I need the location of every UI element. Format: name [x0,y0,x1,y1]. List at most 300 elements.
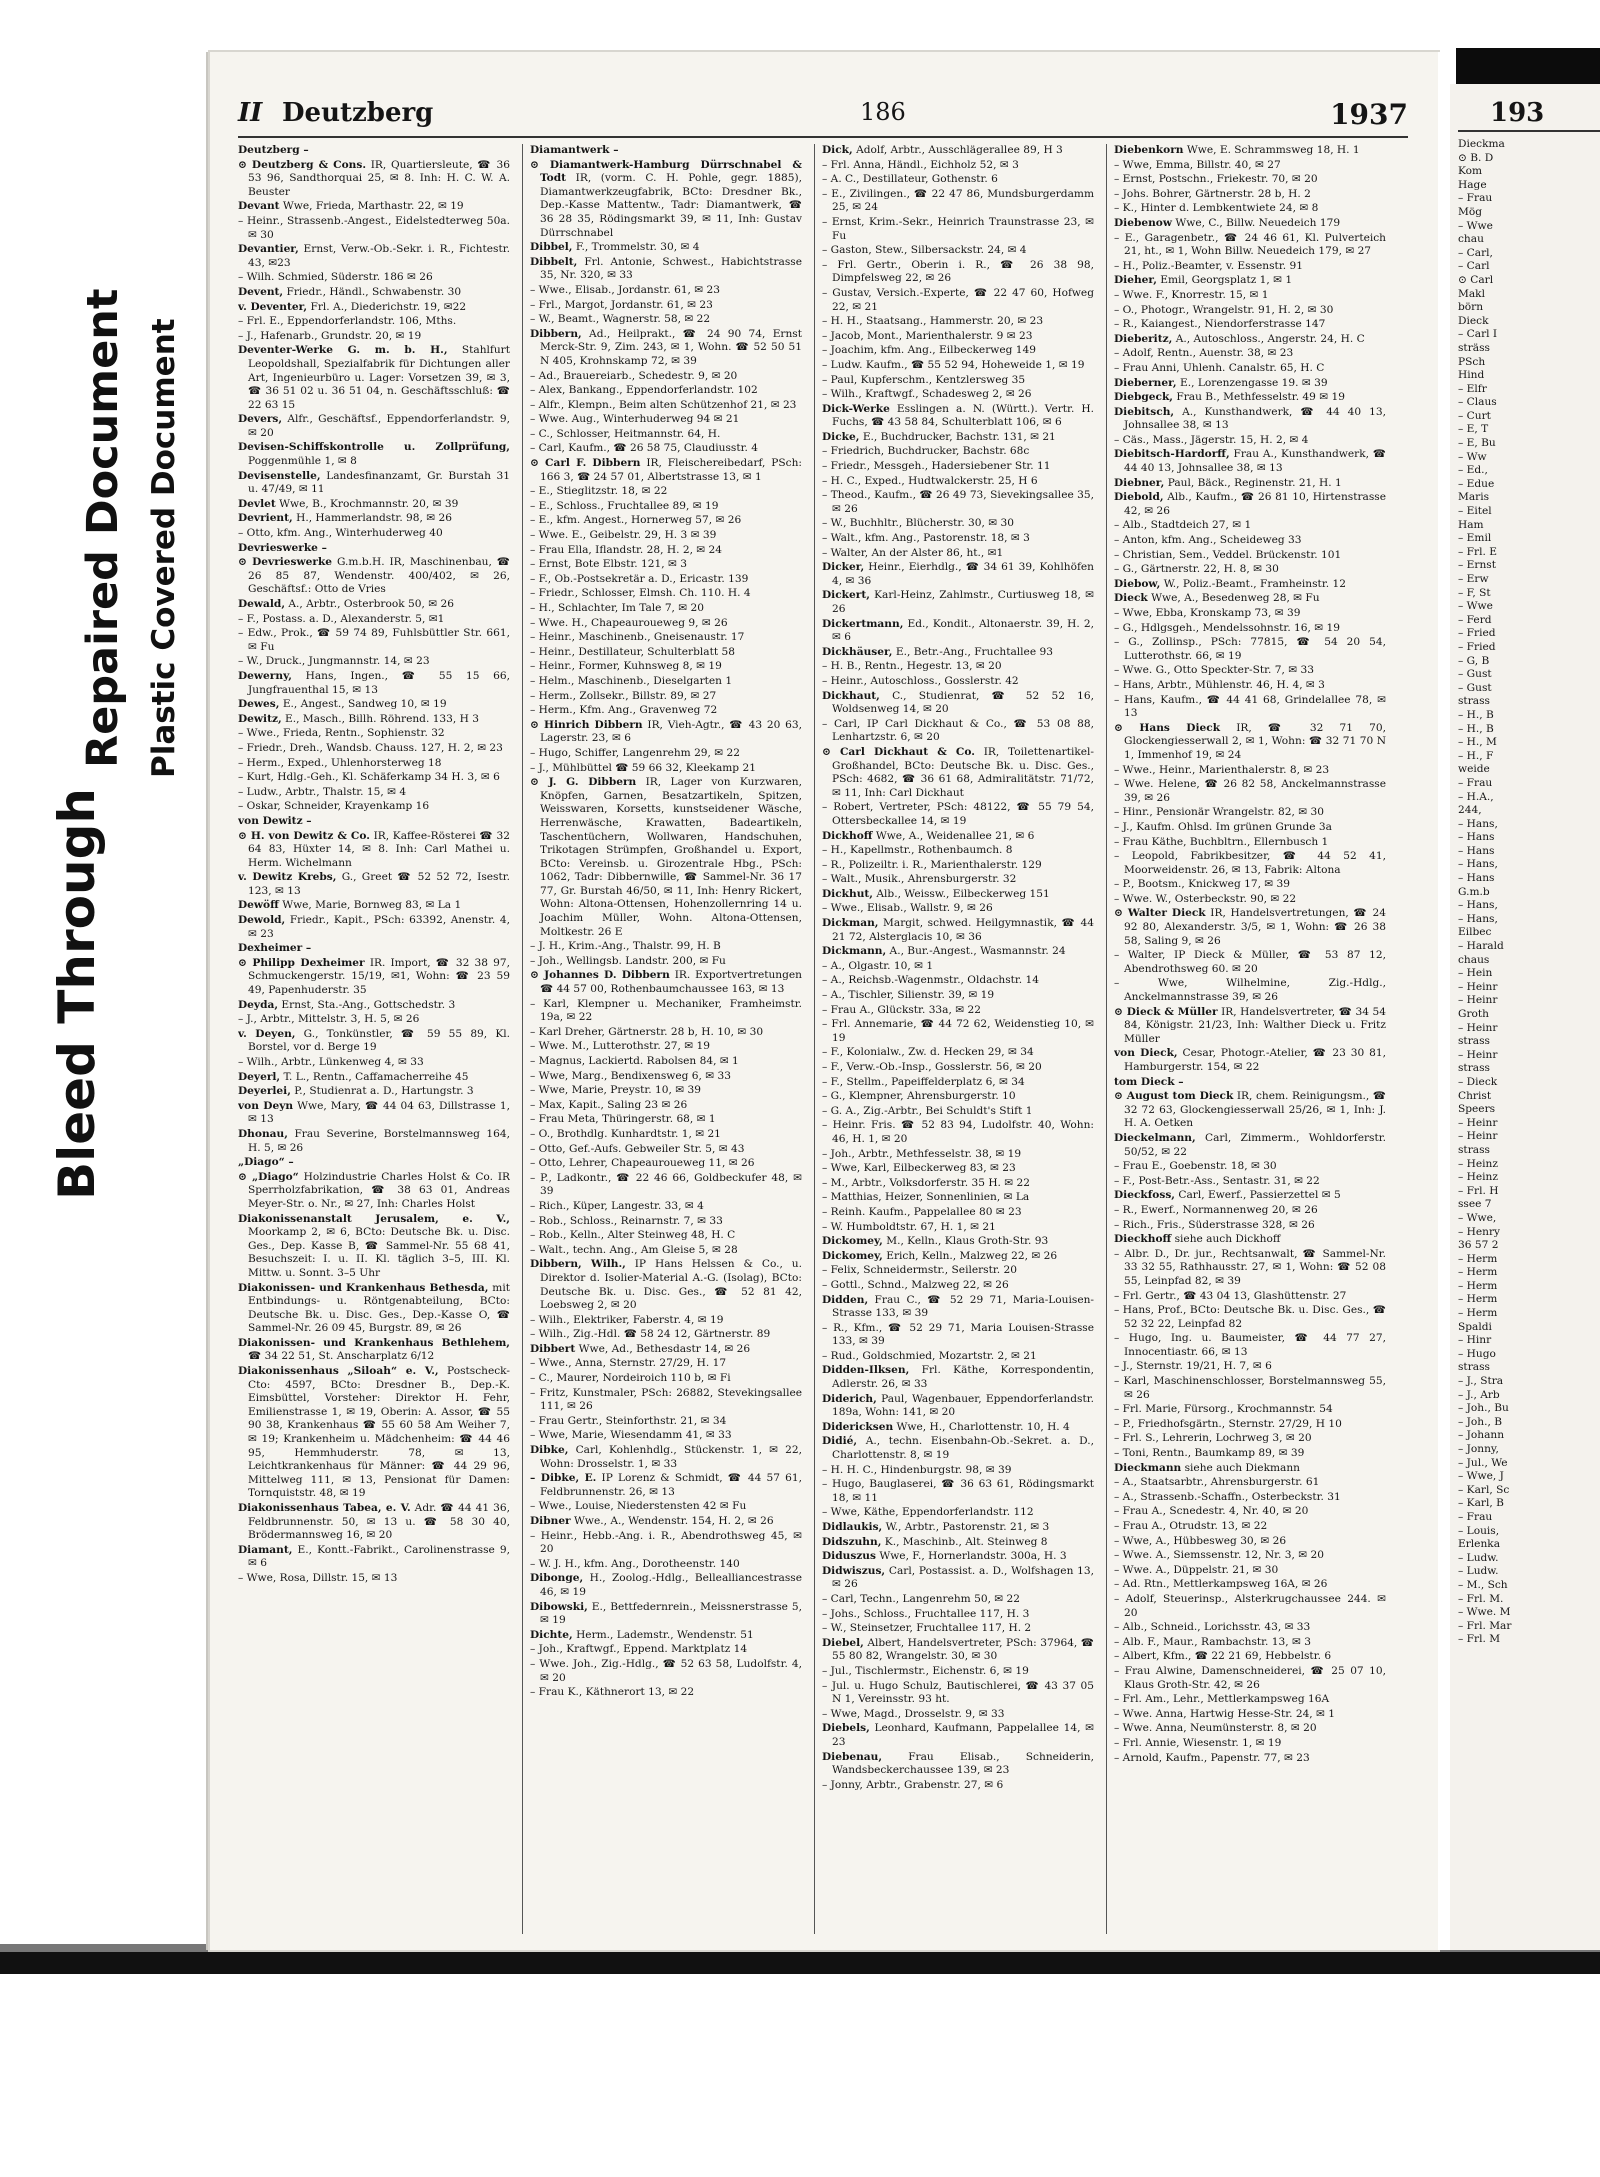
entry-details: IR, Handelsvertreter, ☎ 34 54 84, Königstr. 21/23, Inh: Walther Dieck u. Fritz Müller [1124,1005,1386,1045]
entry-details: – G., Hdlgsgeh., Mendelssohnstr. 16, ✉ 19 [1114,621,1340,634]
directory-entry [822,517,1094,531]
directory-entry [822,1119,1094,1146]
directory-entry [1114,1332,1386,1359]
facing-page-line: Dieck [1458,314,1489,327]
entry-details: – E., Garagenbetr., ☎ 24 46 61, Kl. Pulverteich 21, ht., ✉ 1, Wohn Billw. Neuedeich 179, ✉ 27 [1114,231,1386,258]
entry-details: Wwe, B., Krochmannstr. 20, ✉ 39 [279,497,459,510]
entry-name: von Dewitz – [238,814,312,827]
directory-entry [822,374,1094,388]
entry-details: – Jacob, Mont., Marienthalerstr. 9 ✉ 23 [822,329,1033,342]
directory-entry [1114,1090,1386,1131]
entry-details: Adr. ☎ 44 41 36, Feldbrunnenstr. 50, ✉ 13 u. ☎ 58 30 40, Brödermannsweg 16, ✉ 20 [248,1502,510,1542]
facing-page-line: – J., Arb [1458,1388,1500,1401]
directory-entry [238,200,510,214]
directory-entry [238,914,510,941]
directory-entry [238,315,510,329]
entry-details: – Hugo, Ing. u. Baumeister, ☎ 44 77 27, Innocentiastr. 66, ✉ 13 [1114,1332,1386,1358]
entry-details: – Carl, Kaufm., ☎ 26 58 75, Claudiusstr. 4 [530,442,758,455]
facing-page-line: – Jonny, [1458,1443,1499,1455]
entry-details: Wwe, Ad., Bethesdastr 14, ✉ 26 [578,1342,751,1355]
facing-page-line: strass [1458,1361,1490,1374]
entry-details: – Heinr., Strassenb.-Angest., Eidelstedterweg 50a. ✉ 30 [238,214,510,241]
directory-entry [1114,318,1386,332]
directory-entry [530,1070,802,1084]
entry-details: – Joachim, kfm. Ang., Eilbeckerweg 149 [822,344,1036,357]
directory-entry [238,344,510,412]
directory-entry [530,1143,802,1157]
entry-name: Dickhaut, [822,689,880,702]
entry-details: – G., Gärtnerstr. 22, H. 8, ✉ 30 [1114,563,1279,576]
directory-entry [238,871,510,898]
facing-page-line: – Hans [1458,844,1495,857]
directory-entry [530,159,802,241]
facing-page-line: PSch [1458,355,1486,368]
entry-details: – R., Kfm., ☎ 52 29 71, Maria Louisen-Strasse 133, ✉ 39 [822,1321,1094,1348]
directory-entry [530,998,802,1025]
directory-entry [530,1215,802,1229]
directory-entry [530,1629,802,1643]
entry-name: Dibbern, [530,327,582,340]
directory-entry [530,384,802,398]
entry-details: – Cäs., Mass., Jägerstr. 15, H. 2, ✉ 4 [1114,433,1309,446]
entry-details: – H., Poliz.-Beamter, v. Essenstr. 91 [1114,259,1303,272]
entry-details: – Frau Gertr., Steinforthstr. 21, ✉ 34 [530,1414,727,1427]
directory-entry [822,1722,1094,1749]
entry-name: Dickomey, [822,1235,883,1248]
directory-column-2 [530,144,802,1934]
directory-entry [822,1221,1094,1235]
directory-entry [238,1028,510,1055]
directory-entry [1114,1375,1386,1402]
entry-details: – Friedr., Schlosser, Elmsh. Ch. 110. H. 4 [530,587,751,600]
facing-page-line: – Ww [1458,450,1487,463]
directory-entry [822,859,1094,873]
directory-entry [1114,159,1386,173]
directory-entry [238,815,510,829]
directory-entry [530,1558,802,1572]
entry-details: – Hugo, Schiffer, Langenrehm 29, ✉ 22 [530,746,741,759]
facing-page-line: strass [1458,1035,1490,1048]
entry-details: – Frl. Annie, Wiesenstr. 1, ✉ 19 [1114,1736,1282,1749]
entry-details: IR, (vorm. C. H. Pohle, gegr. 1885), Diamantwerkzeugfabrik, BCto: Dresdner Bk., Dep.-Kasse Mattentw., Tadr: Diamantwerk, ☎ 36 28 35, Rödingsmarkt 39, ✉ 11, Inh: Gustav Dürrschnabel [540,172,802,239]
entry-details: – Frl. Am., Lehr., Mettlerkampsweg 16A [1114,1693,1330,1706]
directory-entry [1114,391,1386,405]
facing-page-line: – Ed., [1458,464,1488,477]
directory-entry [530,1055,802,1069]
entry-details: Frl. Antonie, Schwest., Habichtstrasse 35, Nr. 320, ✉ 33 [540,255,802,282]
entry-details: Wwe, Marie, Bornweg 83, ✉ La 1 [282,899,462,912]
facing-page-line: – Ernst [1458,559,1496,572]
directory-entry [1114,1132,1386,1159]
entry-name: von Deyn [238,1099,294,1112]
facing-page-line: – Heinz [1458,1157,1498,1170]
directory-entry [238,542,510,556]
directory-entry [822,1464,1094,1478]
directory-entry [822,675,1094,689]
entry-name: Didszuhn, [822,1535,882,1548]
entry-name: ⊙ Philipp Dexheimer [238,956,365,969]
directory-entry [822,1608,1094,1622]
entry-name: Dick, [822,144,853,156]
directory-entry [822,244,1094,258]
entry-details: – Ernst, Krim.-Sekr., Heinrich Traunstrasse 23, ✉ Fu [822,215,1094,242]
facing-page-line: – Hans, [1458,912,1498,925]
entry-details: Carl, Kohlenhdlg., Stückenstr. 1, ✉ 22, Wohn: Drosselstr. 1, ✉ 33 [540,1444,802,1470]
entry-name: Didden, [822,1293,869,1306]
directory-entry [822,1279,1094,1293]
facing-page-line: – H.A., [1458,790,1494,803]
entry-name: Diebgeck, [1114,391,1173,404]
directory-entry [822,173,1094,187]
entry-name: von Dieck, [1114,1047,1178,1060]
facing-page-line: – G, B [1458,654,1490,667]
entry-name: Devers, [238,413,283,426]
entry-details: – Walter, An der Alster 86, ht., ✉1 [822,546,1004,559]
entry-details: – Wwe, Karl, Eilbeckerweg 83, ✉ 23 [822,1162,1016,1175]
entry-details: W., Arbtr., Pastorenstr. 21, ✉ 3 [885,1521,1050,1533]
entry-details: – Wwe., Anna, Sternstr. 27/29, H. 17 [530,1357,727,1370]
entry-details: – Hans, Arbtr., Mühlenstr. 46, H. 4, ✉ 3 [1114,678,1325,691]
directory-entry [822,1061,1094,1075]
directory-entry [1114,1403,1386,1417]
directory-entry [822,475,1094,489]
directory-entry [1114,477,1386,491]
entry-details: – Wwe, Marie, Preystr. 10, ✉ 39 [530,1084,701,1097]
directory-entry [530,457,802,484]
entry-name: Dibbel, [530,241,573,254]
directory-entry [822,888,1094,902]
entry-details: IP Lorenz & Schmidt, ☎ 44 57 61, Feldbrunnenstr. 26, ✉ 13 [540,1472,802,1498]
entry-details: E., Betr.-Ang., Fruchtallee 93 [895,645,1053,658]
entry-details: – Rob., Schloss., Reinarnstr. 7, ✉ 33 [530,1214,723,1227]
facing-page-line: – Frl. M. [1458,1592,1504,1605]
entry-details: IR, chem. Reinigungsm., ☎ 32 72 63, Glockengiesserwall 25/26, ✉ 1, Inh: J. H. A. Oetken [1124,1090,1386,1130]
directory-entry [530,328,802,369]
directory-entry [238,243,510,270]
directory-entry [530,1372,802,1386]
directory-entry [238,271,510,285]
entry-details: E., Masch., Billh. Röhrend. 133, H 3 [285,712,479,725]
directory-entry [1114,519,1386,533]
facing-page-column [1458,138,1598,1647]
entry-name: Diebold, [1114,491,1164,504]
directory-entry [822,646,1094,660]
entry-details: – Wilh., Kraftwgf., Schadesweg 2, ✉ 26 [822,388,1032,401]
entry-details: – Wwe., Heinr., Marienthalerstr. 8, ✉ 23 [1114,763,1330,776]
directory-column-1 [238,144,510,1934]
directory-entry [1114,1621,1386,1635]
entry-details: – Frl. Anna, Händl., Eichholz 52, ✉ 3 [822,158,1019,171]
entry-details: – Helm., Maschinenb., Dieselgarten 1 [530,674,733,687]
entry-name: Dickert, [822,589,870,602]
directory-entry [1114,1204,1386,1218]
entry-name: Dieberitz, [1114,332,1173,345]
directory-entry [1114,434,1386,448]
directory-entry [1114,1290,1386,1304]
directory-entry [1114,1248,1386,1289]
entry-details: E., Lorenzengasse 19. ✉ 39 [1180,376,1328,389]
directory-entry [822,718,1094,745]
entry-name: Dibbern, Wilh., [530,1258,626,1271]
directory-entry [530,940,802,954]
entry-details: – Frl. S., Lehrerin, Lochrweg 3, ✉ 20 [1114,1432,1312,1445]
facing-page-line: Groth [1458,1008,1489,1020]
directory-entry [1114,1006,1386,1047]
directory-entry [822,690,1094,717]
directory-entry [530,762,802,776]
entry-details: – Rob., Kelln., Alter Steinweg 48, H. C [530,1229,736,1242]
directory-entry [822,259,1094,286]
facing-page-line: – Ludw. [1458,1551,1499,1564]
entry-details: – Frau E., Goebenstr. 18, ✉ 30 [1114,1160,1277,1173]
directory-entry [822,830,1094,844]
facing-page-line: – Heinr [1458,1048,1498,1061]
entry-name: Dickhäuser, [822,645,893,658]
entry-name: ⊙ Carl Dickhaut & Co. [822,745,975,758]
facing-page-line: – F, St [1458,586,1491,599]
entry-details: – Hugo, Bauglaserei, ☎ 36 63 61, Rödingsmarkt 18, ✉ 11 [822,1478,1094,1504]
directory-entry [238,757,510,771]
facing-page-line: – Eitel [1458,505,1492,518]
entry-details: – Carl, Techn., Langenrehm 50, ✉ 22 [822,1592,1021,1605]
entry-details: – F., Verw.-Ob.-Insp., Gosslerstr. 56, ✉ 20 [822,1061,1042,1073]
entry-name: Dickhut, [822,887,873,900]
directory-entry [238,144,510,158]
entry-details: – Friedrich, Buchdrucker, Bachstr. 68c [822,445,1030,458]
entry-name: Didlaukis, [822,1521,883,1533]
directory-entry [822,1421,1094,1435]
entry-details: – Herm., Kfm. Ang., Gravenweg 72 [530,704,718,717]
facing-page-line: – Carl [1458,260,1490,273]
directory-entry [238,670,510,697]
entry-details: – C., Schlosser, Heitmannstr. 64, H. [530,427,721,440]
directory-entry [238,655,510,669]
entry-details: A., Kunsthandwerk, ☎ 44 40 13, Johnsallee 38, ✉ 13 [1124,405,1386,432]
entry-details: – R., Polizeiltr. i. R., Marienthalerstr. 129 [822,858,1042,871]
directory-entry [238,1213,510,1281]
entry-details: – P., Bootsm., Knickweg 17, ✉ 39 [1114,878,1291,891]
entry-details: G., Greet ☎ 52 52 72, Isestr. 123, ✉ 13 [248,871,510,897]
entry-name: Dhonau, [238,1127,288,1140]
entry-details: – Karl Dreher, Gärtnerstr. 28 b, H. 10, ✉ 30 [530,1025,764,1038]
entry-details: – Wwe, Wilhelmine, Zig.-Hdlg., Anckelmannstrasse 39, ✉ 26 [1114,977,1386,1004]
entry-name: Dibowski, [530,1600,588,1613]
facing-page-line: – Gust [1458,668,1492,681]
entry-details: – Fritz, Kunstmaler, PSch: 26882, Stevekingsallee 111, ✉ 26 [530,1386,802,1413]
directory-entry [1114,1462,1386,1476]
entry-name: ⊙ Johannes D. Dibbern [530,969,670,982]
directory-entry [530,241,802,255]
entry-name: Dibbert [530,1342,576,1355]
volume-number: II [238,98,263,128]
entry-details: – Heinr., Destillateur, Schulterblatt 58 [530,645,735,658]
entry-details: – J., Mühlbüttel ☎ 59 66 32, Kleekamp 21 [530,761,756,774]
entry-details: – G. A., Zig.-Arbtr., Bei Schuldt's Stift 1 [822,1104,1033,1117]
entry-details: – H., Schlachter, Im Tale 7, ✉ 20 [530,602,705,614]
facing-page-line: – Frl. H [1458,1184,1499,1197]
entry-name: Diebner, [1114,476,1165,489]
entry-details: – F., Post-Betr.-Ass., Sentastr. 31, ✉ 22 [1114,1174,1320,1187]
entry-details: – Wilh., Elektriker, Faberstr. 4, ✉ 19 [530,1313,724,1326]
directory-entry [1114,1175,1386,1189]
directory-entry [238,899,510,913]
entry-details: – Wwe. Aug., Winterhuderweg 94 ✉ 21 [530,413,740,426]
directory-entry [1114,622,1386,636]
directory-entry [1114,491,1386,518]
entry-name: Diebels, [822,1722,870,1735]
directory-entry [822,1206,1094,1220]
column-divider [1106,144,1107,1934]
directory-entry [1114,1693,1386,1707]
facing-page-line: Spaldi [1458,1320,1492,1333]
facing-page-line: – Hugo [1458,1347,1496,1360]
directory-column-3 [822,144,1094,1934]
directory-entry [238,830,510,871]
directory-entry [238,1056,510,1070]
facing-page-line: – Herm [1458,1266,1498,1279]
directory-entry [1114,202,1386,216]
directory-entry [822,1076,1094,1090]
directory-entry [1114,362,1386,376]
directory-entry [822,1680,1094,1707]
directory-entry [530,617,802,631]
directory-entry [1114,274,1386,288]
entry-name: Dewöff [238,899,279,912]
entry-details: – Frl. Marie, Fürsorg., Krochmannstr. 54 [1114,1403,1333,1416]
entry-name: Didwiszus, [822,1564,886,1577]
entry-name: Didié, [822,1435,858,1448]
facing-page-line: – Frau [1458,192,1493,205]
directory-entry [822,746,1094,800]
entry-name: Dieckmann [1114,1461,1182,1474]
entry-details: Adolf, Arbtr., Ausschlägerallee 89, H 3 [856,144,1063,156]
directory-entry [1114,907,1386,948]
directory-entry [822,159,1094,173]
entry-details: – F., Stellm., Papeiffelderplatz 6, ✉ 34 [822,1075,1025,1088]
entry-name: Diakonissenhaus „Siloah“ e. V., [238,1365,439,1378]
facing-page-line: – Herm [1458,1252,1498,1265]
facing-page-line: – E, T [1458,423,1489,436]
entry-details: E., Angest., Sandweg 10, ✉ 19 [282,698,447,711]
entry-name: ⊙ Diamantwerk-Hamburg Dürrschnabel & Todt [530,158,802,185]
directory-entry [530,370,802,384]
directory-entry [530,1343,802,1357]
facing-page-line: – Henry [1458,1225,1501,1238]
directory-entry [1114,304,1386,318]
entry-details: A., techn. Eisenbahn-Ob.-Sekret. a. D., Charlottenstr. 8, ✉ 19 [832,1435,1094,1462]
directory-entry [530,1387,802,1414]
facing-page-line: chaus [1458,953,1490,966]
facing-page-line: – E, Bu [1458,437,1496,450]
entry-details: – Anton, kfm. Ang., Scheideweg 33 [1114,534,1302,547]
entry-details: – Frau A., Glückstr. 33a, ✉ 22 [822,1003,981,1016]
facing-page-line: ⊙ B. D [1458,151,1494,164]
entry-details: – Frl. Annemarie, ☎ 44 72 62, Weidenstieg 10, ✉ 19 [822,1018,1094,1044]
entry-details: – Robert, Vertreter, PSch: 48122, ☎ 55 79 54, Ottersbeckallee 14, ✉ 19 [822,801,1094,827]
directory-entry [530,1328,802,1342]
entry-details: Heinr., Eierhdlg., ☎ 34 61 39, Kohlhöfen 4, ✉ 36 [832,561,1094,587]
facing-page-line: – Heinr [1458,994,1498,1007]
entry-details: – Christian, Sem., Veddel. Brückenstr. 101 [1114,548,1342,561]
directory-entry [530,704,802,718]
directory-entry [822,801,1094,828]
directory-entry [1114,679,1386,693]
entry-name: Dicker, [822,561,865,574]
directory-entry [1114,1564,1386,1578]
entry-details: – Wwe, Emma, Billstr. 40, ✉ 27 [1114,158,1281,171]
entry-details: – Walt., Musik., Ahrensburgerstr. 32 [822,873,1017,886]
directory-entry [822,1264,1094,1278]
directory-entry [1114,1722,1386,1736]
entry-details: – Wwe., Elisab., Wallstr. 9, ✉ 26 [822,902,993,915]
entry-details: Frau B., Methfesselstr. 49 ✉ 19 [1176,391,1346,404]
directory-entry [530,256,802,283]
entry-details: G., Tonkünstler, ☎ 59 55 89, Kl. Borstel, vor d. Berge 19 [248,1027,510,1054]
entry-details: siehe auch Dickhoff [1174,1233,1281,1246]
entry-details: Wwe, H., Charlottenstr. 10, H. 4 [896,1420,1070,1433]
directory-entry [238,215,510,242]
directory-entry [530,1572,802,1599]
directory-entry [530,299,802,313]
directory-entry [1114,764,1386,778]
directory-entry [238,1544,510,1571]
directory-entry [238,470,510,497]
entry-details: Alfr., Geschäftsf., Eppendorferlandstr. 9, ✉ 20 [248,413,510,439]
entry-details: Frau Elisab., Schneiderin, Wandsbeckerchaussee 139, ✉ 23 [832,1750,1094,1777]
entry-name: Diebow, [1114,577,1161,590]
directory-entry [530,514,802,528]
directory-entry [238,786,510,800]
entry-details: – J. H., Krim.-Ang., Thalstr. 99, H. B [530,940,721,953]
entry-details: – Wwe, Rosa, Dillstr. 15, ✉ 13 [238,1571,398,1584]
entry-name: Dieher, [1114,274,1157,287]
entry-details: – A., Strassenb.-Schaffn., Osterbeckstr. 31 [1114,1490,1341,1503]
entry-name: Dewerny, [238,669,292,682]
entry-details: Friedr., Händl., Schwabenstr. 30 [286,285,462,298]
directory-entry [1114,778,1386,805]
directory-entry [822,1393,1094,1420]
entry-name: Dieberner, [1114,376,1177,389]
entry-name: Dewald, [238,598,286,610]
entry-details: Frau Severine, Borstelmannsweg 164, H. 5, ✉ 26 [248,1127,510,1154]
directory-page [210,52,1438,1950]
directory-entry [822,1751,1094,1778]
directory-entry [530,558,802,572]
directory-entry [530,1040,802,1054]
entry-details: – Jul., Tischlermstr., Eichenstr. 6, ✉ 19 [822,1664,1029,1677]
facing-page-line: – Hinr [1458,1334,1492,1347]
directory-entry [1114,949,1386,976]
entry-name: ⊙ Carl F. Dibbern [530,457,641,470]
entry-name: Dickman, [822,917,879,930]
directory-entry [1114,406,1386,433]
directory-entry [822,344,1094,358]
entry-details: Frau A., Kunsthandwerk, ☎ 44 40 13, Johnsallee 38, ✉ 13 [1124,448,1386,475]
entry-details: – Jonny, Arbtr., Grabenstr. 27, ✉ 6 [822,1778,1004,1791]
entry-details: – Joh., Kraftwgf., Eppend. Marktplatz 14 [530,1643,748,1656]
directory-entry [1114,1047,1386,1074]
facing-page-line: – Johann [1458,1429,1505,1442]
facing-page-line: – Heinz [1458,1171,1498,1184]
entry-details: – R., Ewerf., Normannenweg 20, ✉ 26 [1114,1203,1318,1216]
facing-page-line: Hind [1458,369,1485,382]
entry-name: ⊙ „Diago“ [238,1170,299,1183]
entry-details: – Frl. E., Eppendorferlandstr. 106, Mths. [238,315,457,328]
facing-page-line: – H., M [1458,736,1497,749]
entry-name: Dieckelmann, [1114,1131,1196,1144]
entry-details: – Rich., Küper, Langestr. 33, ✉ 4 [530,1199,704,1212]
entry-details: – Jul. u. Hugo Schulz, Bautischlerei, ☎ 43 37 05 N 1, Vereinsstr. 93 ht. [822,1679,1094,1706]
